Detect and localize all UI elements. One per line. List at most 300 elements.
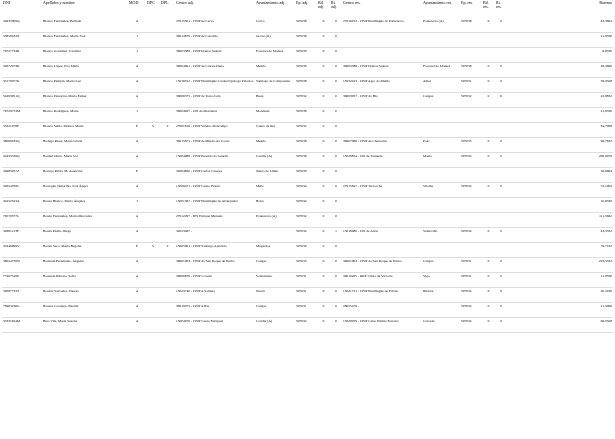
- cell-baremo: 22,8832: [600, 94, 612, 98]
- cell-ep-res: 597034: [461, 319, 472, 323]
- cell-centro-res: 15020979 - CEIP Celso Emilio Ferreiro: [343, 319, 399, 323]
- cell-ri-adj: 0: [335, 199, 337, 203]
- col-header-dni: DNI: [3, 0, 11, 5]
- cell-name: Bouzas Costlago, Beatriz: [43, 304, 79, 308]
- col-header-ep-adj: Ep. adj.: [296, 0, 309, 5]
- cell-bi-res: 0: [487, 304, 490, 308]
- cell-name: Blanco Pastoriza, María Esther: [43, 94, 87, 98]
- cell-ayto-res: Ribeira: [423, 289, 434, 293]
- cell-ri-res: [495, 168, 507, 183]
- cell-ep-adj: 597038: [296, 64, 307, 68]
- cell-ayto-res: [422, 213, 460, 228]
- cell-centro-adj: 36004927 - CPI de Mondariz: [176, 109, 218, 113]
- table-row: [2, 183, 613, 198]
- cell-mod: A: [135, 184, 139, 188]
- cell-centro-adj: 27015301 - CEIP de Cervo: [176, 19, 214, 23]
- cell-dni: 52493951Q: [3, 94, 20, 98]
- cell-ri-adj: 0: [335, 169, 337, 173]
- cell-name: Blanco Rodríguez, María: [43, 109, 79, 113]
- cell-ep-adj: 597032: [296, 94, 307, 98]
- cell-baremo: 66,3328: [600, 319, 612, 323]
- cell-dpc: S: [152, 124, 154, 128]
- cell-ri-adj: 0: [335, 289, 337, 293]
- cell-dpl: [160, 258, 175, 273]
- cell-centro-res: [342, 123, 422, 138]
- cell-ep-res: [460, 48, 482, 63]
- cell-ri-adj: 0: [335, 64, 337, 68]
- cell-bi-adj: 0: [322, 19, 325, 23]
- cell-centro-adj: 27001816 - CEIP Valeiro-Doncampo: [176, 124, 228, 128]
- cell-ep-adj: 597031: [296, 274, 307, 278]
- cell-ri-res: 0: [500, 274, 502, 278]
- cell-ri-res: 0: [500, 184, 502, 188]
- cell-mod: A: [135, 19, 139, 23]
- col-header-bi-res: Bil. res.: [483, 0, 489, 9]
- cell-bi-adj: 0: [322, 109, 325, 113]
- cell-bi-adj: 0: [322, 259, 325, 263]
- cell-dpl: [160, 183, 175, 198]
- cell-baremo: 56,6664: [600, 169, 612, 173]
- cell-dni: 33321078F: [3, 124, 19, 128]
- cell-bi-res: 0: [487, 79, 490, 83]
- cell-dpc: [146, 18, 160, 33]
- cell-ri-res: 0: [500, 154, 502, 158]
- cell-dni: 36069183Q: [3, 139, 20, 143]
- cell-bi-adj: 0: [322, 124, 325, 128]
- col-header-name: Apellidos y nombre: [43, 0, 75, 5]
- cell-mod: J: [136, 34, 138, 38]
- cell-centro-adj: 15001367 - CEIP Plurilingüe de Abanqueiro: [176, 199, 239, 203]
- cell-ayto-res: [422, 48, 460, 63]
- cell-centro-adj: 15004988 - CEIP Eusebio da Guarda: [176, 154, 228, 158]
- cell-mod: A: [135, 274, 139, 278]
- cell-ayto-adj: Santiago de Compostela: [256, 79, 291, 83]
- cell-ep-adj: 597038: [296, 109, 307, 113]
- cell-ep-adj: 597032: [296, 124, 307, 128]
- cell-ep-res: [460, 168, 482, 183]
- col-header-baremo: Baremo: [599, 0, 612, 5]
- cell-ayto-adj: Meaño: [256, 64, 266, 68]
- table-row: [2, 138, 613, 153]
- cell-baremo: 20,3168: [600, 289, 612, 293]
- cell-ayto-res: [422, 243, 460, 258]
- cell-ep-res: [460, 33, 482, 48]
- cell-dpl: [160, 33, 175, 48]
- cell-ayto-adj: Cangas: [256, 259, 267, 263]
- cell-bi-res: 0: [487, 154, 490, 158]
- cell-ri-res: [495, 108, 507, 123]
- cell-dpc: [146, 33, 160, 48]
- cell-baremo: 6,8330: [602, 49, 612, 53]
- cell-mod: A: [135, 79, 139, 83]
- cell-bi-res: 0: [487, 94, 490, 98]
- cell-bi-res: [482, 33, 495, 48]
- cell-bi-res: 0: [487, 19, 490, 23]
- cell-centro-adj: 15004976 - CEIP Cueto Enríquez: [176, 319, 224, 323]
- cell-ep-adj: 597038: [296, 169, 307, 173]
- cell-ri-res: 0: [500, 229, 502, 233]
- cell-centro-res: 36003057 - CEIP do Hío: [343, 94, 378, 98]
- cell-dni: 33331624M: [3, 319, 21, 323]
- cell-dpc: [146, 288, 160, 303]
- cell-dpc: [146, 273, 160, 288]
- cell-name: Bouzada Fernández, Ángeles: [43, 259, 84, 263]
- cell-ayto-adj: Meaño: [256, 139, 266, 143]
- cell-bi-adj: 0: [322, 184, 325, 188]
- col-header-bi-adj: Bil. adj.: [318, 0, 324, 9]
- cell-ep-adj: 597034: [296, 199, 307, 203]
- cell-mod: A: [135, 214, 139, 218]
- cell-bi-adj: 0: [322, 34, 325, 38]
- cell-ri-adj: 0: [335, 304, 337, 308]
- cell-ayto-res: [422, 198, 460, 213]
- cell-bi-adj: 0: [322, 214, 325, 218]
- cell-ri-res: 0: [500, 304, 502, 308]
- cell-centro-res: 27015827 - CEIP Terra Chá: [343, 184, 383, 188]
- cell-ep-res: 597034: [461, 304, 472, 308]
- col-header-dpc: DPC: [147, 0, 155, 5]
- cell-bi-res: [482, 48, 495, 63]
- col-header-centro-res: Centro res.: [343, 0, 361, 5]
- cell-ayto-res: Cangas: [423, 94, 434, 98]
- cell-ri-adj: 0: [335, 19, 337, 23]
- cell-mod: E: [135, 244, 139, 248]
- table-row: [2, 228, 613, 243]
- cell-ayto-adj: Narón: [256, 289, 265, 293]
- cell-mod: A: [135, 154, 139, 158]
- cell-centro-adj: 32004820 - CEIP Carlos Casares: [176, 169, 223, 173]
- cell-ayto-res: Vilalba: [423, 184, 434, 188]
- cell-ayto-res: Cangas: [423, 259, 434, 263]
- cell-dni: 36024756W: [3, 259, 21, 263]
- cell-bi-res: [482, 213, 495, 228]
- cell-ri-res: [495, 123, 507, 138]
- cell-ri-res: 0: [500, 64, 502, 68]
- cell-ri-res: 0: [500, 139, 502, 143]
- cell-name: Bonhel Otero, María Sol: [43, 154, 78, 158]
- col-header-mod: MOD: [129, 0, 139, 5]
- cell-baremo: 76,7162: [600, 244, 612, 248]
- cell-ep-adj: 597038: [296, 19, 307, 23]
- cell-name: Borrajo Pablo, M. Asunción: [43, 169, 83, 173]
- cell-dpc: [146, 258, 160, 273]
- cell-dpc: [146, 78, 160, 93]
- cell-bi-adj: 0: [322, 244, 325, 248]
- cell-name: Blanco Pampín, María Luz: [43, 79, 81, 83]
- cell-ep-res: 597038: [461, 64, 472, 68]
- cell-bi-res: 0: [487, 289, 490, 293]
- cell-ep-adj: 597038: [296, 154, 307, 158]
- table-row: [2, 318, 613, 333]
- cell-bi-res: [482, 243, 495, 258]
- cell-dni: 32654769C: [3, 184, 20, 188]
- cell-ayto-adj: Coruña (A): [256, 154, 273, 158]
- cell-centro-res: [342, 108, 422, 123]
- cell-baremo: 21,5996: [600, 304, 612, 308]
- cell-bi-res: [482, 168, 495, 183]
- cell-ep-adj: 597033: [296, 259, 307, 263]
- cell-bi-res: [482, 108, 495, 123]
- cell-name: Bouzada Ribeiro, Sofía: [43, 274, 76, 278]
- cell-ayto-res: Ames: [423, 79, 432, 83]
- cell-ri-adj: 0: [335, 124, 337, 128]
- cell-dpc: [146, 183, 160, 198]
- cell-mod: J: [136, 109, 138, 113]
- cell-ep-res: 597034: [461, 184, 472, 188]
- cell-dpc: [146, 303, 160, 318]
- cell-dpc: [146, 318, 160, 333]
- cell-centro-res: [342, 198, 422, 213]
- table-row: [2, 273, 613, 288]
- cell-bi-res: 0: [487, 259, 490, 263]
- cell-baremo: 64,7998: [600, 124, 612, 128]
- cell-centro-adj: 36019975 - CEIP A Ría: [176, 304, 210, 308]
- col-header-ri-res: Ri. res.: [496, 0, 502, 9]
- cell-dpl: [160, 288, 175, 303]
- cell-ri-res: [495, 33, 507, 48]
- cell-ri-res: [495, 213, 507, 228]
- cell-ayto-res: Poio: [423, 139, 430, 143]
- cell-name: Borregán Tamarillo, José Ángel: [43, 184, 88, 188]
- cell-centro-res: [342, 213, 422, 228]
- cell-ayto-adj: Mondariz: [256, 109, 270, 113]
- cell-dpl: [160, 273, 175, 288]
- cell-dni: 32672073K: [3, 64, 20, 68]
- cell-dpc: S: [152, 244, 154, 248]
- cell-ep-adj: 597038: [296, 34, 307, 38]
- cell-dpl: [160, 138, 175, 153]
- cell-ri-adj: 0: [335, 94, 337, 98]
- cell-ep-adj: 597032: [296, 214, 307, 218]
- table-body: [2, 18, 613, 333]
- cell-ayto-res: [422, 303, 460, 318]
- cell-ri-adj: 0: [335, 259, 337, 263]
- cell-centro-res: 28025476 -: [343, 304, 360, 308]
- cell-centro-adj: 36006575 - CEIP de Torre-Cela: [176, 94, 221, 98]
- cell-ayto-adj: Forcarei de Montes: [256, 49, 284, 53]
- cell-baremo: 99,7832: [600, 139, 612, 143]
- cell-dni: 76570377L: [3, 214, 20, 218]
- cell-dpl: [160, 228, 175, 243]
- cell-centro-adj: 32023467 -: [176, 229, 193, 233]
- cell-bi-adj: 0: [322, 64, 325, 68]
- col-header-dpl: DPL: [161, 0, 169, 5]
- cell-ep-res: 597038: [461, 19, 472, 23]
- cell-ep-adj: 597034: [296, 229, 307, 233]
- cell-ep-res: 597031: [461, 274, 472, 278]
- cell-centro-adj: 36014878 - CEIP de Cotoriño: [176, 34, 218, 38]
- cell-centro-adj: 36004691 - CEIP de Cruces-Deza: [176, 64, 224, 68]
- cell-ri-res: [495, 198, 507, 213]
- cell-dpc: [146, 63, 160, 78]
- cell-bi-adj: 0: [322, 139, 325, 143]
- cell-centro-res: 36007060 - CEIP de Chancelas: [343, 139, 387, 143]
- cell-name: Blanco González, Carolina: [43, 49, 81, 53]
- cell-ayto-adj: [255, 228, 295, 243]
- cell-bi-adj: 0: [322, 289, 325, 293]
- cell-ayto-res: Mazía: [423, 154, 432, 158]
- cell-dni: 34985957Z: [3, 169, 20, 173]
- cell-dni: 34252523A: [3, 199, 20, 203]
- col-header-ep-res: Ep. res.: [461, 0, 474, 5]
- cell-ayto-adj: Cervo: [256, 19, 265, 23]
- cell-ri-adj: 0: [335, 274, 337, 278]
- col-header-ayto-res: Ayuntamiento res.: [423, 0, 453, 5]
- cell-ri-adj: 0: [335, 319, 337, 323]
- cell-dpl: [160, 93, 175, 108]
- cell-centro-adj: 15005961 - CEIP Santiago Apóstolo: [176, 244, 228, 248]
- cell-ep-adj: 597031: [296, 304, 307, 308]
- cell-ri-adj: 0: [335, 109, 337, 113]
- cell-mod: J: [136, 49, 138, 53]
- cell-ayto-res: Pontenova (A): [423, 19, 444, 23]
- cell-dpc: [146, 153, 160, 168]
- cell-ep-adj: 597038: [296, 79, 307, 83]
- cell-ri-res: 0: [500, 79, 502, 83]
- cell-ayto-res: [422, 123, 460, 138]
- cell-ri-res: [495, 243, 507, 258]
- table-row: [2, 108, 613, 123]
- cell-mod: A: [135, 289, 139, 293]
- cell-baremo: 10,8330: [600, 199, 612, 203]
- cell-ep-adj: 597034: [296, 184, 307, 188]
- cell-baremo: 43,3664: [600, 19, 612, 23]
- cell-dni: 76729753M: [3, 109, 21, 113]
- cell-bi-res: 0: [487, 64, 490, 68]
- cell-name: Blanco Fernández, Belinda: [43, 19, 82, 23]
- cell-ayto-adj: Pontenova (A): [256, 214, 277, 218]
- cell-ep-res: [460, 123, 482, 138]
- cell-dpl: [160, 303, 175, 318]
- cell-dpl: S: [166, 244, 169, 248]
- cell-ri-res: 0: [500, 259, 502, 263]
- cell-bi-adj: 0: [322, 274, 325, 278]
- cell-centro-res: 15018480 - CPI de Atios: [343, 229, 378, 233]
- cell-name: Blanco Saiño, Mónica María: [43, 124, 84, 128]
- table-row: [2, 243, 613, 258]
- cell-ayto-adj: Cangas: [256, 304, 267, 308]
- cell-ayto-adj: Xinzo de Limia: [256, 169, 278, 173]
- cell-ayto-res: [422, 168, 460, 183]
- cell-centro-res: 15032423 - CEIP Agro do Muíño: [343, 79, 390, 83]
- table-row: [2, 168, 613, 183]
- cell-dpl: [160, 318, 175, 333]
- cell-mod: A: [135, 259, 139, 263]
- cell-baremo: 72,1992: [600, 184, 612, 188]
- cell-bi-adj: 0: [322, 199, 325, 203]
- cell-dpc: [146, 168, 160, 183]
- cell-centro-res: [342, 168, 422, 183]
- cell-centro-res: 36001003 - CEIP do San Roque de Darbo: [343, 259, 402, 263]
- table-row: [2, 213, 613, 228]
- cell-centro-res: [342, 243, 422, 258]
- cell-bi-adj: 0: [322, 229, 325, 233]
- table-row: [2, 198, 613, 213]
- cell-ayto-adj: Mugardos: [256, 244, 271, 248]
- cell-mod: A: [135, 139, 139, 143]
- table-row: [2, 93, 613, 108]
- cell-dpl: [160, 108, 175, 123]
- cell-name: Blanco Fernández, María José: [43, 34, 86, 38]
- cell-centro-adj: 36006878 - CEIP Covedo: [176, 274, 213, 278]
- cell-baremo: 206,8079: [598, 154, 612, 158]
- cell-ri-res: 0: [500, 319, 502, 323]
- cell-dpc: [146, 93, 160, 108]
- cell-dpc: [146, 213, 160, 228]
- cell-ep-res: [460, 243, 482, 258]
- cell-centro-res: 36010265 - RRE Cristo da Victoria: [343, 274, 393, 278]
- col-header-ayto-adj: Ayuntamiento adj.: [256, 0, 286, 5]
- cell-ayto-adj: Grove (O): [256, 34, 271, 38]
- table-row: [2, 78, 613, 93]
- cell-mod: A: [135, 229, 139, 233]
- cell-dpl: [160, 18, 175, 33]
- cell-dpl: [160, 63, 175, 78]
- cell-bi-adj: 0: [322, 319, 325, 323]
- cell-baremo: 28,3666: [600, 64, 612, 68]
- cell-centro-res: 27016253 - CEIP Plurilingüe da Pontenova: [343, 19, 404, 23]
- table-row: [2, 33, 613, 48]
- cell-mod: E: [135, 124, 139, 128]
- cell-centro-adj: 36015871 - CEIP de Miudo-As Covas: [176, 139, 230, 143]
- cell-dpc: [146, 138, 160, 153]
- cell-ep-adj: 597031: [296, 289, 307, 293]
- cell-ep-res: 597032: [461, 94, 472, 98]
- cell-ayto-adj: Boiro: [256, 199, 264, 203]
- cell-dpl: [160, 168, 175, 183]
- cell-dni: 34635009Q: [3, 19, 20, 23]
- cell-ayto-res: [422, 108, 460, 123]
- cell-baremo: 43,3332: [600, 229, 612, 233]
- cell-bi-res: 0: [487, 229, 490, 233]
- cell-ri-adj: 0: [335, 154, 337, 158]
- cell-ayto-res: Vigo: [423, 274, 430, 278]
- cell-bi-res: [482, 198, 495, 213]
- cell-dni: 32681213F: [3, 229, 19, 233]
- cell-ep-res: 597034: [461, 154, 472, 158]
- cell-dpl: [160, 48, 175, 63]
- cell-dpc: [146, 108, 160, 123]
- cell-baremo: 222,3332: [598, 259, 612, 263]
- cell-ayto-res: Valdoviño: [423, 229, 438, 233]
- cell-ayto-res: [422, 33, 460, 48]
- cell-ayto-adj: Coruña (A): [256, 319, 273, 323]
- cell-ri-res: [495, 48, 507, 63]
- cell-bi-adj: 0: [322, 79, 325, 83]
- cell-centro-res: [342, 33, 422, 48]
- cell-baremo: 21,8330: [600, 109, 612, 113]
- cell-name: Bouza Pedín, Diego: [43, 229, 72, 233]
- cell-dni: 32687733T: [3, 289, 20, 293]
- cell-centro-res: [342, 48, 422, 63]
- cell-mod: A: [135, 319, 139, 323]
- cell-centro-res: 15021731 - CEIP Plurilingüe de Frións: [343, 289, 398, 293]
- cell-baremo: 21,8330: [600, 34, 612, 38]
- cell-ri-adj: 0: [335, 139, 337, 143]
- cell-ri-adj: 0: [335, 244, 337, 248]
- col-header-ri-adj: Ri. adj.: [331, 0, 337, 9]
- cell-baremo: 59,3328: [600, 79, 612, 83]
- cell-centro-adj: 36001003 - CEIP do San Roque de Darbo: [176, 259, 235, 263]
- cell-centro-adj: 15009471 - CEIP Castro Brasil: [176, 184, 220, 188]
- cell-mod: E: [135, 169, 139, 173]
- cell-dpc: [146, 228, 160, 243]
- cell-mod: J: [136, 199, 138, 203]
- cell-centro-res: 15028854 - CPI de Xuranda: [343, 154, 383, 158]
- cell-ep-res: 597034: [461, 289, 472, 293]
- cell-dni: 32433339Q: [3, 154, 20, 158]
- cell-name: Bouzas Saavedra, Vanesa: [43, 289, 79, 293]
